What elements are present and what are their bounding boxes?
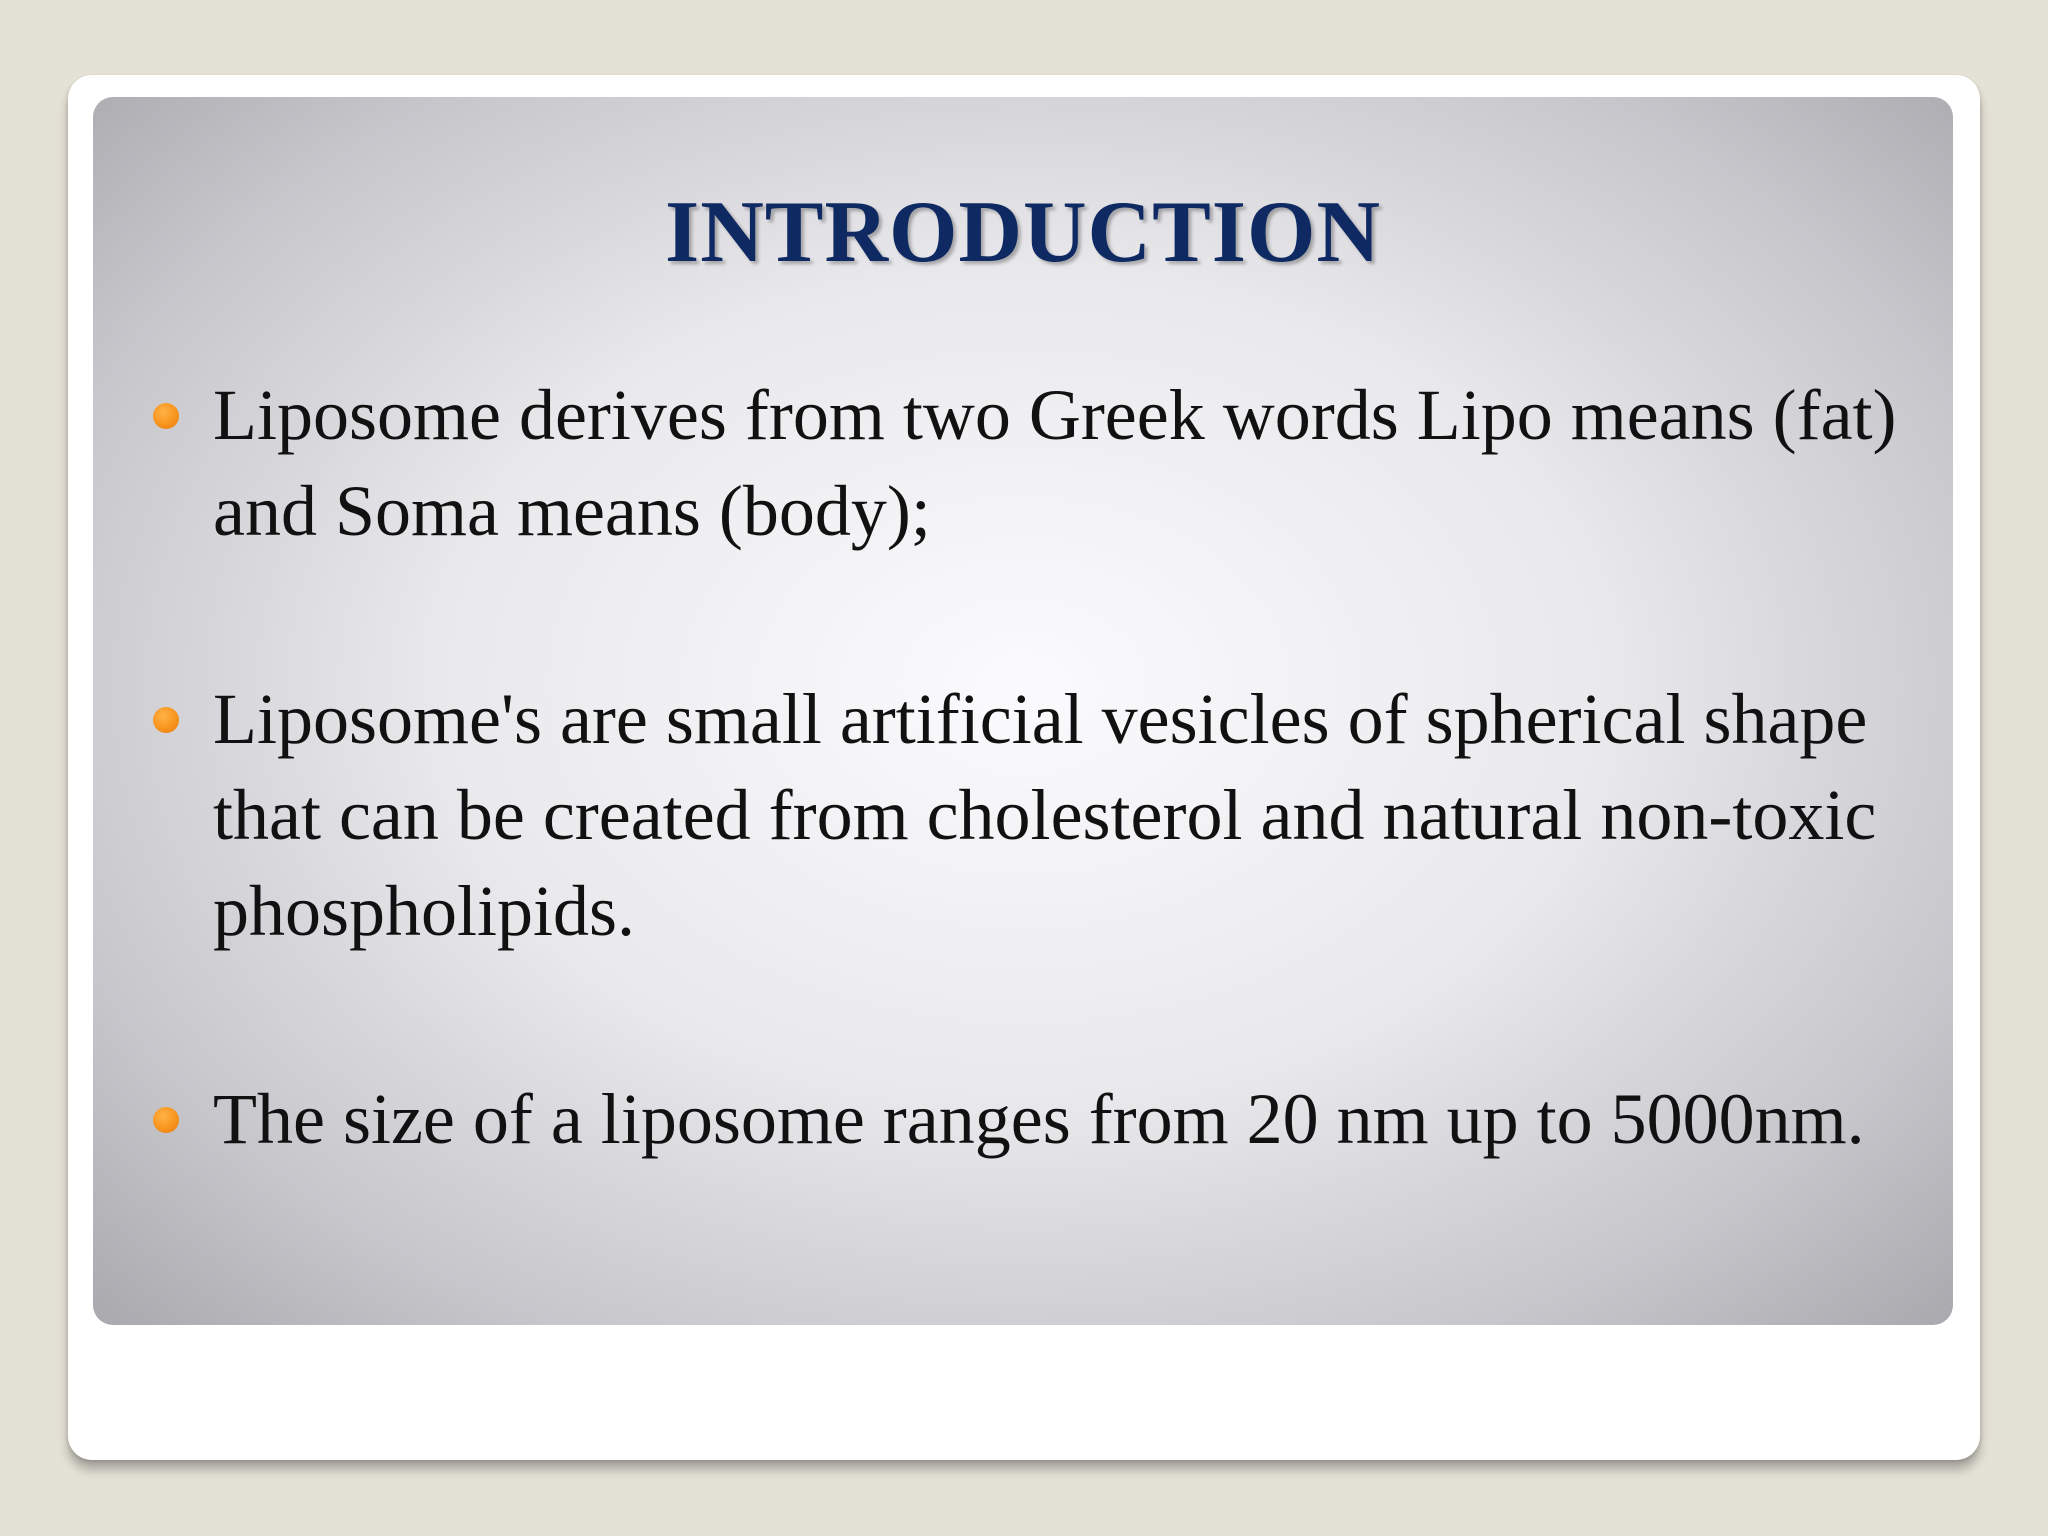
bullet-item bbox=[213, 671, 1933, 959]
bullet-text: Liposome derives from two Greek words Lipo means (fat) and Soma means (body); bbox=[213, 375, 1897, 551]
bullet-text: Liposome's are small artificial vesicles of spherical shape that can be created from cholesterol and natural non-toxic phospholipids. bbox=[213, 679, 1877, 951]
bullet-list bbox=[93, 97, 1953, 1325]
bullet-item bbox=[213, 367, 1933, 559]
slide-frame bbox=[68, 75, 1980, 1460]
content-panel bbox=[93, 97, 1953, 1325]
orange-bullet-icon bbox=[153, 1107, 179, 1133]
bullet-item bbox=[213, 1071, 1933, 1167]
orange-bullet-icon bbox=[153, 403, 179, 429]
bullet-text: The size of a liposome ranges from 20 nm up to 5000nm. bbox=[213, 1079, 1865, 1159]
slide-title: INTRODUCTION bbox=[664, 184, 1382, 281]
orange-bullet-icon bbox=[153, 707, 179, 733]
